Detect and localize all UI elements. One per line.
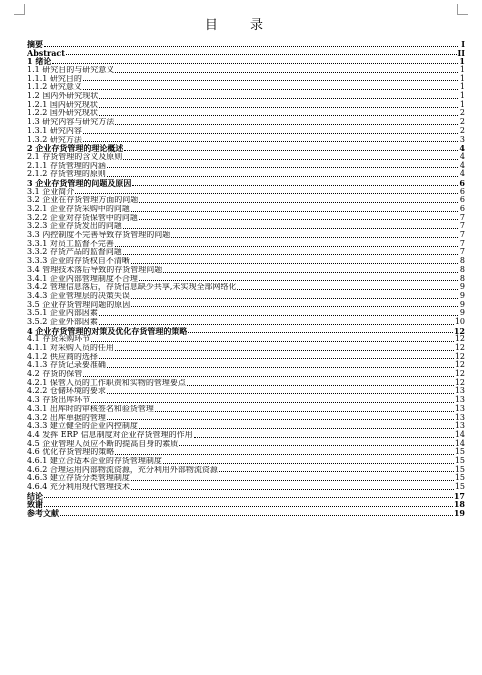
toc-entry-page-number: 13 [454, 403, 465, 413]
dot-leader [60, 514, 453, 516]
toc-entry-title: 2.1.1 存货管理的内涵 [27, 161, 106, 170]
toc-entry-title: 4.1.1 对采购人员的任用 [27, 344, 114, 353]
toc-entry-title: 3.3.1 对员工监督不完善 [27, 239, 114, 248]
toc-entry-page-number: 7 [459, 238, 465, 248]
toc-entry[interactable] [27, 283, 465, 292]
toc-entry-title: 3.5 企业存货管理问题的原因 [27, 300, 131, 309]
toc-entry-page-number: 12 [454, 334, 465, 344]
toc-entry[interactable] [27, 344, 465, 353]
toc-entry-title: 4.3.3 建立健全的企业内控制度 [27, 422, 138, 431]
toc-entry-title: 4.4 发挥 ERP 信息制度对企业存货管理的作用 [27, 430, 193, 439]
toc-entry[interactable] [27, 483, 465, 492]
dot-leader [75, 192, 458, 194]
toc-entry[interactable] [27, 474, 465, 483]
toc-entry-page-number: 15 [454, 473, 465, 483]
dot-leader [91, 401, 454, 403]
toc-entry-page-number: 7 [459, 212, 465, 222]
dot-leader [99, 323, 454, 325]
dot-leader [237, 288, 458, 290]
toc-entry-title: 4.3 存货出库环节 [27, 396, 91, 405]
toc-entry-title: 4.6.4 充分利用现代管理技术 [27, 483, 130, 492]
toc-entry-page-number: 15 [454, 455, 465, 465]
toc-entry-page-number: 6 [459, 204, 465, 214]
toc-entry-title: 3.2.3 企业存货发出的问题 [27, 222, 122, 231]
toc-entry[interactable] [27, 388, 465, 397]
toc-entry[interactable] [27, 292, 465, 301]
toc-entry[interactable] [27, 240, 465, 249]
toc-entry-title: 1.1.2 研究意义 [27, 83, 82, 92]
toc-entry-page-number: 9 [459, 282, 465, 292]
dot-leader [131, 305, 458, 307]
toc-entry-title: 4 企业存货管理的对策及优化存货管理的策略 [27, 326, 188, 336]
toc-entry-title: 1.1 研究目的与研究意义 [27, 66, 115, 75]
dot-leader [107, 392, 454, 394]
dot-leader [115, 123, 458, 125]
toc-entry-title: 1.1.1 研究目的 [27, 74, 82, 83]
toc-entry[interactable] [27, 249, 465, 258]
dot-leader [99, 106, 458, 108]
toc-entry-page-number: 14 [454, 429, 465, 439]
toc-entry[interactable] [27, 361, 465, 370]
toc-entry-page-number: II [457, 47, 465, 58]
toc-entry-page-number: 15 [454, 464, 465, 474]
toc-entry-page-number: 12 [454, 343, 465, 353]
toc-entry-title: 3 企业存货管理的问题及原因 [27, 178, 132, 188]
toc-entry-title: 3.4.3 企业管理层的决策失误 [27, 291, 130, 300]
toc-entry-title: 3.3.3 企业的存货权自不清晰 [27, 257, 130, 266]
toc-entry[interactable] [27, 110, 465, 119]
toc-entry[interactable] [27, 266, 465, 275]
toc-entry-page-number: 14 [454, 438, 465, 448]
dot-leader [91, 340, 454, 342]
dot-leader [107, 166, 458, 168]
dot-leader [155, 410, 454, 412]
toc-entry-title: 1.2.1 国内研究现状 [27, 100, 98, 109]
toc-entry[interactable] [27, 431, 465, 440]
toc-entry[interactable] [27, 153, 465, 162]
toc-entry[interactable] [27, 335, 465, 344]
toc-entry[interactable] [27, 144, 465, 153]
dot-leader [194, 436, 454, 438]
dot-leader [107, 175, 458, 177]
dot-leader [187, 384, 454, 386]
toc-entry-page-number: 12 [454, 377, 465, 387]
toc-entry-title: 2.1.2 存货管理的原则 [27, 170, 106, 179]
toc-entry-title: 4.1 存货采购环节 [27, 335, 91, 344]
toc-entry[interactable] [27, 127, 465, 136]
toc-entry-page-number: 7 [459, 247, 465, 257]
dot-leader [115, 453, 454, 455]
toc-entry[interactable] [27, 57, 465, 66]
toc-entry-title: 3.1 企业简介 [27, 187, 75, 196]
toc-entry[interactable] [27, 179, 465, 188]
toc-entry-title: 4.1.2 供应商的选择 [27, 352, 98, 361]
toc-entry[interactable] [27, 466, 465, 475]
toc-entry-title: Abstract [27, 48, 65, 58]
toc-entry-page-number: 10 [454, 316, 465, 326]
toc-entry-page-number: 3 [459, 134, 465, 144]
toc-entry-page-number: 1 [459, 91, 465, 101]
dot-leader [99, 97, 458, 99]
toc-entry-page-number: 12 [453, 325, 465, 336]
toc-entry-page-number: 1 [459, 99, 465, 109]
toc-entry-title: 4.6.3 建立存货分类管理制度 [27, 474, 130, 483]
dot-leader [123, 253, 458, 255]
dot-leader [139, 427, 454, 429]
toc-entry-page-number: 15 [454, 482, 465, 492]
toc-entry-page-number: 1 [459, 65, 465, 75]
dot-leader [131, 210, 458, 212]
toc-entry-title: 3.2.1 企业存货采购中的问题 [27, 205, 130, 214]
toc-entry-title: 3.4 管理技术落后导致的存货管理问题 [27, 265, 163, 274]
dot-leader [171, 236, 458, 238]
toc-entry[interactable] [27, 101, 465, 110]
toc-entry[interactable] [27, 170, 465, 179]
toc-entry-page-number: 13 [454, 386, 465, 396]
toc-entry[interactable] [27, 492, 465, 501]
dot-leader [99, 357, 454, 359]
toc-entry-title: 2 企业存货管理的理论概述 [27, 144, 124, 153]
dot-leader [66, 53, 457, 55]
toc-entry-page-number: 13 [454, 412, 465, 422]
toc-entry-title: 3.5.2 企业外部因素 [27, 317, 98, 326]
toc-entry[interactable] [27, 448, 465, 457]
dot-leader [139, 218, 458, 220]
dot-leader [83, 140, 458, 142]
toc-entry-page-number: 6 [459, 195, 465, 205]
toc-entry[interactable] [27, 414, 465, 423]
toc-entry[interactable] [27, 66, 465, 75]
toc-entry[interactable] [27, 196, 465, 205]
toc-entry-title: 3.2 企业在存货管理方面的问题 [27, 196, 139, 205]
toc-entry-page-number: 4 [459, 169, 465, 179]
dot-leader [44, 496, 453, 498]
toc-entry-title: 4.5 企业管理人员应不断的提高自身的素质 [27, 439, 179, 448]
dot-leader [115, 71, 458, 73]
toc-entry-page-number: 19 [453, 508, 465, 519]
dot-leader [131, 488, 454, 490]
toc-entry[interactable] [27, 379, 465, 388]
toc-entry-title: 1.2 国内外研究现状 [27, 92, 99, 101]
toc-entry-page-number: 9 [459, 308, 465, 318]
toc-entry-title: 3.4.1 企业内部管理制度不合理 [27, 274, 138, 283]
dot-leader [131, 479, 454, 481]
toc-entry[interactable] [27, 440, 465, 449]
toc-entry-page-number: 6 [459, 177, 465, 188]
toc-entry-page-number: 2 [459, 125, 465, 135]
toc-entry-title: 4.3.2 出库单据的管理 [27, 413, 106, 422]
toc-entry[interactable] [27, 318, 465, 327]
toc-entry-page-number: 15 [454, 447, 465, 457]
toc-entry-page-number: 6 [459, 186, 465, 196]
toc-entry[interactable] [27, 353, 465, 362]
toc-entry-title: 3.4.2 管理信息落后，存货信息缺少共享,未实现全部网络化 [27, 283, 237, 292]
toc-entry-title: 1 绪论 [27, 57, 52, 67]
toc-entry[interactable] [27, 457, 465, 466]
toc-entry-title: 4.3.1 出库时的审核签名和验货管理 [27, 404, 154, 413]
toc-entry[interactable] [27, 188, 465, 197]
dot-leader [99, 114, 458, 116]
toc-entry[interactable] [27, 75, 465, 84]
toc-entry-page-number: 18 [453, 499, 465, 510]
dot-leader [83, 79, 458, 81]
toc-entry[interactable] [27, 327, 465, 336]
dot-leader [99, 314, 458, 316]
toc-entry-page-number: 1 [459, 56, 465, 67]
dot-leader [219, 470, 454, 472]
toc-entry-page-number: 7 [459, 230, 465, 240]
dot-leader [132, 184, 458, 186]
dot-leader [107, 418, 454, 420]
toc-entry-page-number: 8 [459, 273, 465, 283]
toc-entry-page-number: 2 [459, 108, 465, 118]
page-title: 目 录 [204, 18, 278, 33]
toc-entry-page-number: 12 [454, 369, 465, 379]
toc-entry[interactable] [27, 301, 465, 310]
toc-entry[interactable] [27, 231, 465, 240]
toc-entry[interactable] [27, 500, 465, 509]
toc-entry-title: 4.2 存货的保管 [27, 370, 83, 379]
dot-leader [139, 279, 458, 281]
toc-entry[interactable] [27, 422, 465, 431]
toc-entry-title: 3.3.2 存货产品的监督问题 [27, 248, 122, 257]
toc-entry-page-number: I [461, 38, 465, 49]
dot-leader [123, 227, 458, 229]
toc-entry-page-number: 12 [454, 351, 465, 361]
toc-entry-title: 结论 [27, 491, 43, 501]
toc-entry[interactable] [27, 214, 465, 223]
toc-entry[interactable] [27, 92, 465, 101]
toc-entry-title: 参考文献 [27, 509, 59, 518]
toc-entry-title: 4.6 优化存货管理的策略 [27, 448, 115, 457]
toc-entry-title: 1.2.2 国外研究现状 [27, 109, 98, 118]
toc-entry-title: 1.3.1 研究内容 [27, 126, 82, 135]
dot-leader [188, 331, 453, 333]
toc-entry-title: 3.5.1 企业内部因素 [27, 309, 98, 318]
table-of-contents [27, 40, 465, 518]
dot-leader [44, 505, 453, 507]
dot-leader [131, 297, 458, 299]
dot-leader [131, 262, 458, 264]
dot-leader [163, 462, 454, 464]
toc-entry-page-number: 9 [459, 290, 465, 300]
toc-entry-title: 1.3.2 研究方法 [27, 135, 82, 144]
toc-entry-page-number: 9 [459, 299, 465, 309]
toc-entry-title: 4.6.1 建立合适本企业的存货管理制度 [27, 456, 162, 465]
toc-entry[interactable] [27, 257, 465, 266]
toc-entry-title: 致谢 [27, 500, 43, 510]
toc-entry-title: 3.3 内控制度不完善导致存货管理的问题 [27, 231, 171, 240]
toc-entry-page-number: 8 [459, 264, 465, 274]
toc-entry-title: 2.1 存货管理的含义及原则 [27, 152, 123, 161]
toc-entry[interactable] [27, 405, 465, 414]
toc-entry[interactable] [27, 222, 465, 231]
toc-entry[interactable] [27, 275, 465, 284]
toc-entry-page-number: 1 [459, 82, 465, 92]
toc-entry[interactable] [27, 205, 465, 214]
toc-entry[interactable] [27, 83, 465, 92]
dot-leader [83, 132, 458, 134]
toc-entry[interactable] [27, 509, 465, 518]
toc-entry-page-number: 17 [453, 490, 465, 501]
toc-entry-title: 3.2.2 企业对存货保管中的问题 [27, 213, 138, 222]
dot-leader [139, 201, 458, 203]
toc-entry-page-number: 2 [459, 117, 465, 127]
toc-entry-title: 1.3 研究内容与研究方法 [27, 118, 115, 127]
dot-leader [115, 245, 458, 247]
dot-leader [179, 444, 454, 446]
toc-entry-title: 4.6.2 合理运用内部物流资源，充分利用外部物流资源 [27, 465, 218, 474]
toc-entry-page-number: 13 [454, 421, 465, 431]
toc-entry-page-number: 4 [459, 151, 465, 161]
toc-entry[interactable] [27, 396, 465, 405]
toc-entry[interactable] [27, 40, 465, 49]
dot-leader [107, 366, 454, 368]
toc-entry-page-number: 4 [459, 160, 465, 170]
toc-entry[interactable] [27, 118, 465, 127]
dot-leader [123, 158, 458, 160]
toc-entry-title: 4.1.3 存货记录要准确 [27, 361, 106, 370]
dot-leader [44, 45, 458, 47]
toc-entry[interactable] [27, 136, 465, 145]
toc-entry-title: 摘要 [27, 39, 43, 49]
toc-entry-page-number: 7 [459, 221, 465, 231]
toc-entry-page-number: 12 [454, 360, 465, 370]
dot-leader [83, 88, 458, 90]
toc-entry-page-number: 1 [459, 73, 465, 83]
dot-leader [115, 349, 454, 351]
dot-leader [124, 149, 458, 151]
toc-entry[interactable] [27, 309, 465, 318]
toc-entry-page-number: 13 [454, 395, 465, 405]
dot-leader [163, 271, 458, 273]
toc-entry[interactable] [27, 370, 465, 379]
toc-entry-page-number: 8 [459, 256, 465, 266]
dot-leader [83, 375, 454, 377]
toc-entry-page-number: 4 [459, 143, 465, 154]
toc-entry-title: 4.2.1 保管人员的工作职责和实物的管理要点 [27, 378, 186, 387]
dot-leader [52, 62, 458, 64]
toc-entry[interactable] [27, 162, 465, 171]
toc-entry[interactable] [27, 49, 465, 58]
toc-entry-title: 4.2.2 仓储环境的要求 [27, 387, 106, 396]
